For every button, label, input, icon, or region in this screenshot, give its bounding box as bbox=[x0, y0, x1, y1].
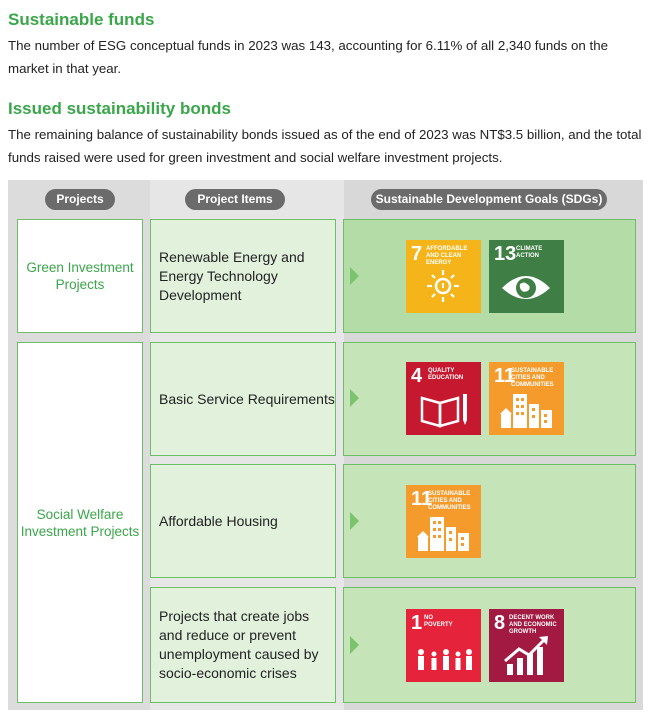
item-affordable-housing bbox=[150, 464, 336, 578]
sdg4-number: 4 bbox=[411, 365, 423, 387]
row-arrow-icon bbox=[350, 389, 359, 407]
project-social-welfare bbox=[17, 342, 143, 703]
sdg13-label: CLIMATE ACTION bbox=[516, 246, 543, 259]
sdg-cell-renewable bbox=[343, 219, 636, 333]
header-projects: Projects bbox=[45, 189, 115, 210]
sdg11-number: 11 bbox=[494, 365, 516, 387]
sdg11-icon bbox=[489, 362, 564, 435]
item-basic-service-label: Basic Service Requirements bbox=[159, 390, 335, 407]
row-arrow-icon bbox=[350, 267, 359, 285]
sdg7-label: AFFORDABLE AND CLEAN ENERGY bbox=[426, 246, 468, 266]
sdg13-number: 13 bbox=[494, 243, 517, 265]
project-social-welfare-label: Social Welfare Investment Projects bbox=[20, 506, 140, 539]
row-arrow-icon bbox=[350, 512, 359, 530]
section-title-funds: Sustainable funds bbox=[8, 10, 155, 29]
sdg1-icon bbox=[406, 609, 481, 682]
sdg1-label: NO POVERTY bbox=[424, 615, 453, 628]
item-basic-service bbox=[150, 342, 336, 456]
sdg8-label: DECENT WORK AND ECONOMIC GROWTH bbox=[509, 615, 557, 635]
sdg7-icon bbox=[406, 240, 481, 313]
sdg11-label: SUSTAINABLE CITIES AND COMMUNITIES bbox=[428, 491, 471, 511]
sdg7-number: 7 bbox=[411, 243, 423, 265]
bonds-paragraph: The remaining balance of sustainability bonds issued as of the end of 2023 was NT$3.5 billion, and the total funds raised were used for green investment and social welfare investment projects. bbox=[8, 127, 642, 165]
sdg4-icon bbox=[406, 362, 481, 435]
item-job-creation-label: Projects that create jobs and reduce or prevent unemployment caused by socio-economic crises bbox=[159, 608, 319, 681]
sdg11-icon bbox=[406, 485, 481, 558]
header-sdgs: Sustainable Development Goals (SDGs) bbox=[371, 189, 607, 210]
sdg-project-table bbox=[8, 180, 643, 710]
item-affordable-housing-label: Affordable Housing bbox=[159, 512, 278, 529]
sdg8-number: 8 bbox=[494, 612, 506, 634]
section-title-bonds: Issued sustainability bonds bbox=[8, 99, 231, 118]
item-renewable-energy bbox=[150, 219, 336, 333]
project-green-label: Green Investment Projects bbox=[26, 260, 134, 292]
sdg-cell-affordable-housing bbox=[343, 464, 636, 578]
sdg11-label: SUSTAINABLE CITIES AND COMMUNITIES bbox=[511, 368, 554, 388]
sdg11-number: 11 bbox=[411, 488, 433, 510]
sdg-cell-job-creation bbox=[343, 587, 636, 703]
item-renewable-energy-label: Renewable Energy and Energy Technology Development bbox=[159, 248, 305, 303]
sdg4-label: QUALITY EDUCATION bbox=[428, 368, 464, 381]
row-arrow-icon bbox=[350, 636, 359, 654]
sdg1-number: 1 bbox=[411, 612, 423, 634]
header-project-items: Project Items bbox=[185, 189, 285, 210]
sdg13-icon bbox=[489, 240, 564, 313]
funds-paragraph: The number of ESG conceptual funds in 2023 was 143, accounting for 6.11% of all 2,340 funds on the market in that year. bbox=[8, 38, 608, 76]
item-job-creation bbox=[150, 587, 336, 703]
project-green bbox=[17, 219, 143, 333]
sdg8-icon bbox=[489, 609, 564, 682]
sdg-cell-basic-service bbox=[343, 342, 636, 456]
